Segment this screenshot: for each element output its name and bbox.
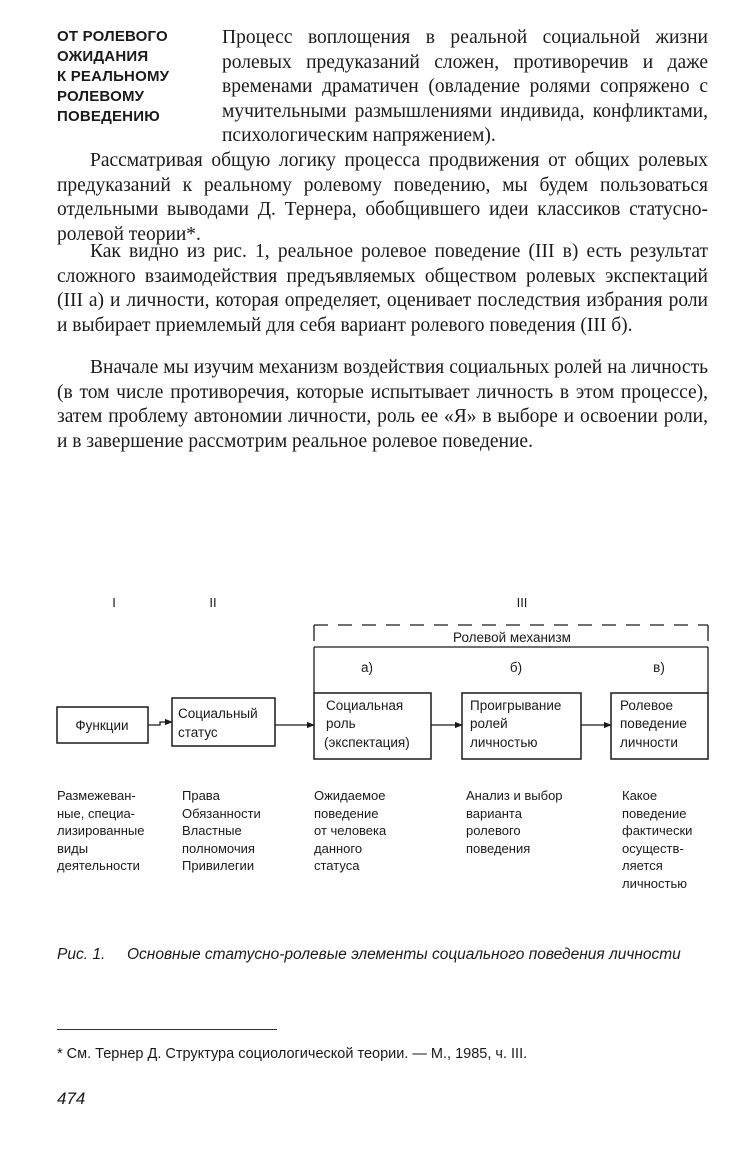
svg-text:роль: роль — [326, 716, 356, 731]
svg-text:осуществ-: осуществ- — [622, 841, 684, 856]
svg-text:Размежеван-: Размежеван- — [57, 788, 136, 803]
figure-number: Рис. 1. — [57, 946, 106, 963]
svg-text:данного: данного — [314, 841, 363, 856]
paragraph: Процесс воплощения в реальной социальной жизни ролевых предуказаний сложен, противоречив и даже временами драматичен (овладение ролями сопряжено с мучительными размышлениями индивида, конфликтами, психологическим напряжением). — [222, 27, 708, 147]
svg-text:лизированные: лизированные — [57, 823, 145, 838]
section-side-heading — [57, 27, 207, 127]
footnote-divider — [57, 1029, 277, 1030]
svg-text:(экспектация): (экспектация) — [324, 735, 410, 750]
page-number: 474 — [57, 1089, 86, 1108]
svg-text:поведение: поведение — [622, 806, 687, 821]
figure-caption — [57, 945, 712, 965]
description-functions — [57, 788, 144, 873]
column-label-iii: III — [516, 595, 528, 610]
svg-text:варианта: варианта — [466, 806, 522, 821]
svg-text:виды: виды — [57, 841, 89, 856]
svg-text:Властные: Властные — [182, 823, 242, 838]
svg-text:Ожидаемое: Ожидаемое — [314, 788, 386, 803]
svg-text:ролей: ролей — [470, 716, 508, 731]
svg-text:Права: Права — [182, 788, 220, 803]
svg-text:Привилегии: Привилегии — [182, 858, 255, 873]
role-mechanism-diagram — [0, 585, 742, 915]
sublabel-v: в) — [653, 660, 665, 675]
svg-text:фактически: фактически — [622, 823, 693, 838]
svg-text:от человека: от человека — [314, 823, 387, 838]
svg-text:ные, специа-: ные, специа- — [57, 806, 136, 821]
sublabel-a: а) — [360, 660, 374, 675]
svg-text:ролевого: ролевого — [466, 823, 521, 838]
box-social-role — [314, 693, 431, 759]
side-heading-line: К РЕАЛЬНОМУ — [57, 68, 170, 85]
description-status — [182, 788, 261, 873]
mechanism-label: Ролевой механизм — [453, 630, 571, 645]
footnote: * См. Тернер Д. Структура социологической теории. — М., 1985, ч. III. — [57, 1046, 528, 1062]
column-label-i: I — [112, 595, 116, 610]
column-label-ii: II — [209, 595, 217, 610]
svg-text:поведения: поведения — [466, 841, 531, 856]
svg-text:Функции: Функции — [75, 718, 129, 733]
box-role-playing — [462, 693, 581, 759]
svg-text:статуса: статуса — [314, 858, 360, 873]
description-behavior — [622, 788, 692, 891]
box-social-status — [172, 698, 275, 746]
paragraph: Как видно из рис. 1, реальное ролевое поведение (III в) есть результат сложного взаимодействия предъявляемых обществом ролевых экспектаций (III а) и личности, которая определяет, оценивает последствия избрания роли и выбирает приемлемый для себя вариант ролевого поведения (III б). — [57, 241, 708, 336]
svg-text:Ролевое: Ролевое — [620, 698, 674, 713]
paragraph: Вначале мы изучим механизм воздействия социальных ролей на личность (в том числе противоречия, которые испытывает личность в этом процессе), затем проблему автономии личности, роль ее «Я» в выборе и освоении роли, и в завершение рассмотрим реальное ролевое поведение. — [57, 357, 708, 452]
figure-caption-text: Основные статусно-ролевые элементы социального поведения личности — [127, 946, 681, 963]
svg-text:полномочия: полномочия — [182, 841, 255, 856]
svg-text:личности: личности — [620, 735, 678, 750]
box-role-behavior — [611, 693, 708, 759]
svg-text:Социальная: Социальная — [326, 698, 404, 713]
svg-text:личностью: личностью — [622, 876, 688, 891]
side-heading-line: ОЖИДАНИЯ — [57, 48, 149, 65]
svg-text:поведение: поведение — [314, 806, 379, 821]
svg-text:Анализ и выбор: Анализ и выбор — [466, 788, 563, 803]
svg-text:статус: статус — [178, 725, 218, 740]
side-heading-line: РОЛЕВОМУ — [57, 88, 145, 105]
svg-text:личностью: личностью — [470, 735, 538, 750]
description-role-playing — [466, 788, 563, 856]
svg-text:ляется: ляется — [622, 858, 663, 873]
svg-text:поведение: поведение — [620, 716, 687, 731]
paragraph: Рассматривая общую логику процесса продвижения от общих ролевых предуказаний к реальному ролевому поведению, мы будем пользоваться отдельными выводами Д. Тернера, обобщившего идеи классиков статусно-ролевой теории*. — [57, 150, 708, 245]
sublabel-b: б) — [509, 660, 523, 675]
svg-text:Проигрывание: Проигрывание — [470, 698, 562, 713]
svg-text:Социальный: Социальный — [178, 706, 258, 721]
side-heading-line: ОТ РОЛЕВОГО — [57, 28, 168, 45]
svg-text:Обязанности: Обязанности — [182, 806, 261, 821]
description-role — [314, 788, 387, 873]
side-heading-line: ПОВЕДЕНИЮ — [57, 108, 160, 125]
svg-text:деятельности: деятельности — [57, 858, 140, 873]
box-functions — [57, 707, 148, 743]
svg-text:Какое: Какое — [622, 788, 658, 803]
